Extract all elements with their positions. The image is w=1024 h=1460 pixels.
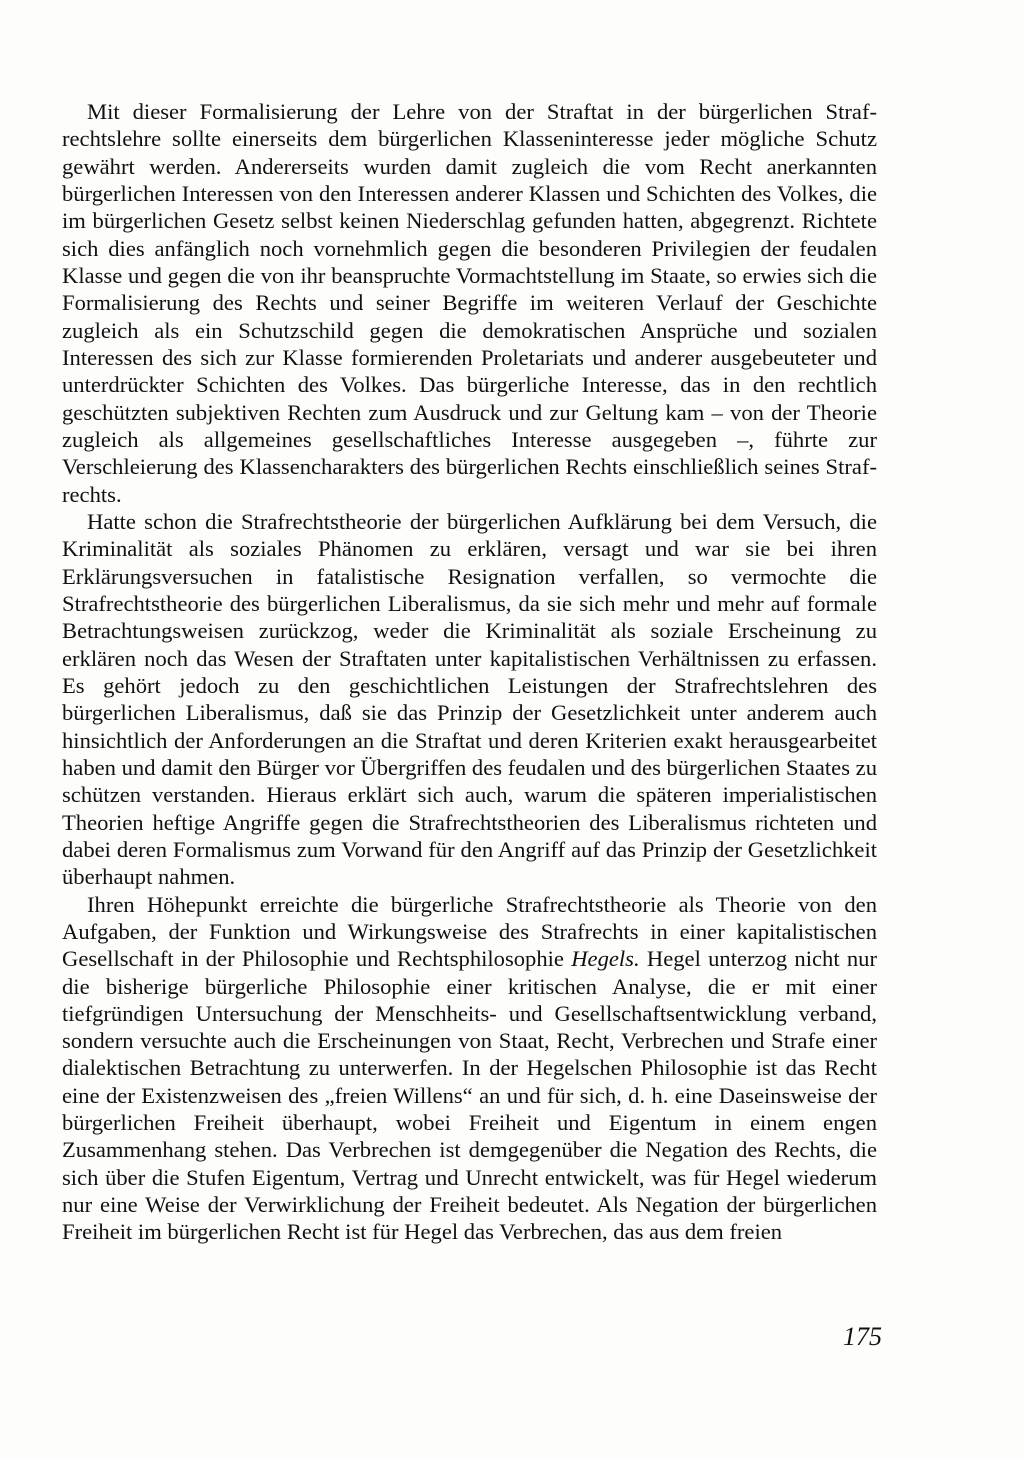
paragraph-3-text-after: Hegel unterzog nicht nur die bisherige bürgerliche Philosophie einer kritischen Analyse, die er mit einer tiefgründigen Untersuchung der Menschheits- und Gesellschaftsentwicklung verband, sondern versuchte auch die Erscheinungen von Staat, Recht, Verbrechen und Strafe einer dialektischen Betrachtung zu unterwerfen. In der Hegelschen Philosophie ist das Recht eine der Existenzweisen des „freien Willens“ an und für sich, d. h. eine Daseinsweise der bürgerlichen Freiheit überhaupt, wobei Freiheit und Eigentum in einem engen Zusammenhang stehen. Das Verbrechen ist demgegenüber die Negation des Rechts, die sich über die Stufen Eigentum, Vertrag und Unrecht entwickelt, was für Hegel wiederum nur eine Weise der Verwirklichung der Freiheit bedeutet. Als Negation der bürgerlichen Freiheit im bürgerlichen Recht ist für Hegel das Verbrechen, das aus dem freien bbox=[62, 946, 877, 1245]
paragraph-3 bbox=[62, 891, 877, 1246]
paragraph-3-text-before: Ihren Höhepunkt erreichte die bürgerliche Strafrechtstheorie als Theorie von den Aufgaben, der Funktion und Wirkungsweise des Strafrechts in einer kapitalistischen Gesellschaft in der Philosophie und Rechtsphilosophie bbox=[62, 891, 877, 972]
body-text bbox=[62, 98, 877, 1246]
paragraph-2: Hatte schon die Strafrechtstheorie der bürgerlichen Aufklärung bei dem Versuch, die Kriminalität als soziales Phänomen zu erklären, versagt und war sie bei ihren Erklärungsversuchen in fatalistische Resignation verfallen, so vermochte die Strafrechtstheorie des bürgerlichen Liberalismus, da sie sich mehr und mehr auf formale Betrachtungsweisen zurückzog, weder die Kriminalität als soziale Erscheinung zu erklären noch das Wesen der Straftaten unter kapitalistischen Verhältnissen zu erfassen. Es gehört jedoch zu den geschichtlichen Leistungen der Strafrechtslehren des bürgerlichen Liberalismus, daß sie das Prinzip der Gesetzlichkeit unter anderem auch hinsichtlich der Anforderungen an die Straftat und deren Kriterien exakt herausgearbeitet haben und damit den Bürger vor Übergriffen des feudalen und des bürgerlichen Staates zu schützen verstanden. Hieraus erklärt sich auch, warum die späteren imperialistischen Theorien heftige Angriffe gegen die Strafrechtstheorien des Liberalismus richteten und dabei deren Formalismus zum Vorwand für den Angriff auf das Prinzip der Gesetzlichkeit überhaupt nahmen. bbox=[62, 508, 877, 890]
paragraph-1: Mit dieser Formalisierung der Lehre von der Straftat in der bürgerlichen Strafrechtslehre sollte einerseits dem bürgerlichen Klasseninteresse jeder mögliche Schutz gewährt werden. Andererseits wurden damit zugleich die vom Recht anerkannten bürgerlichen Interessen von den Interessen anderer Klassen und Schichten des Volkes, die im bürgerlichen Gesetz selbst keinen Niederschlag gefunden hatten, abgegrenzt. Richtete sich dies anfänglich noch vornehmlich gegen die besonderen Privilegien der feudalen Klasse und gegen die von ihr beanspruchte Vormachtstellung im Staate, so erwies sich die Formalisierung des Rechts und seiner Begriffe im weiteren Verlauf der Geschichte zugleich als ein Schutzschild gegen die demokratischen Ansprüche und sozialen Interessen des sich zur Klasse formierenden Proletariats und anderer ausgebeuteter und unterdrückter Schichten des Volkes. Das bürgerliche Interesse, das in den rechtlich geschützten subjektiven Rechten zum Ausdruck und zur Geltung kam – von der Theorie zugleich als allgemeines gesellschaftliches Interesse ausgegeben –, führte zur Verschleierung des Klassencharakters des bürgerlichen Rechts einschließlich seines Strafrechts. bbox=[62, 99, 877, 507]
page-number: 175 bbox=[843, 1322, 882, 1351]
paragraph-3-emphasis: Hegels. bbox=[571, 946, 640, 972]
